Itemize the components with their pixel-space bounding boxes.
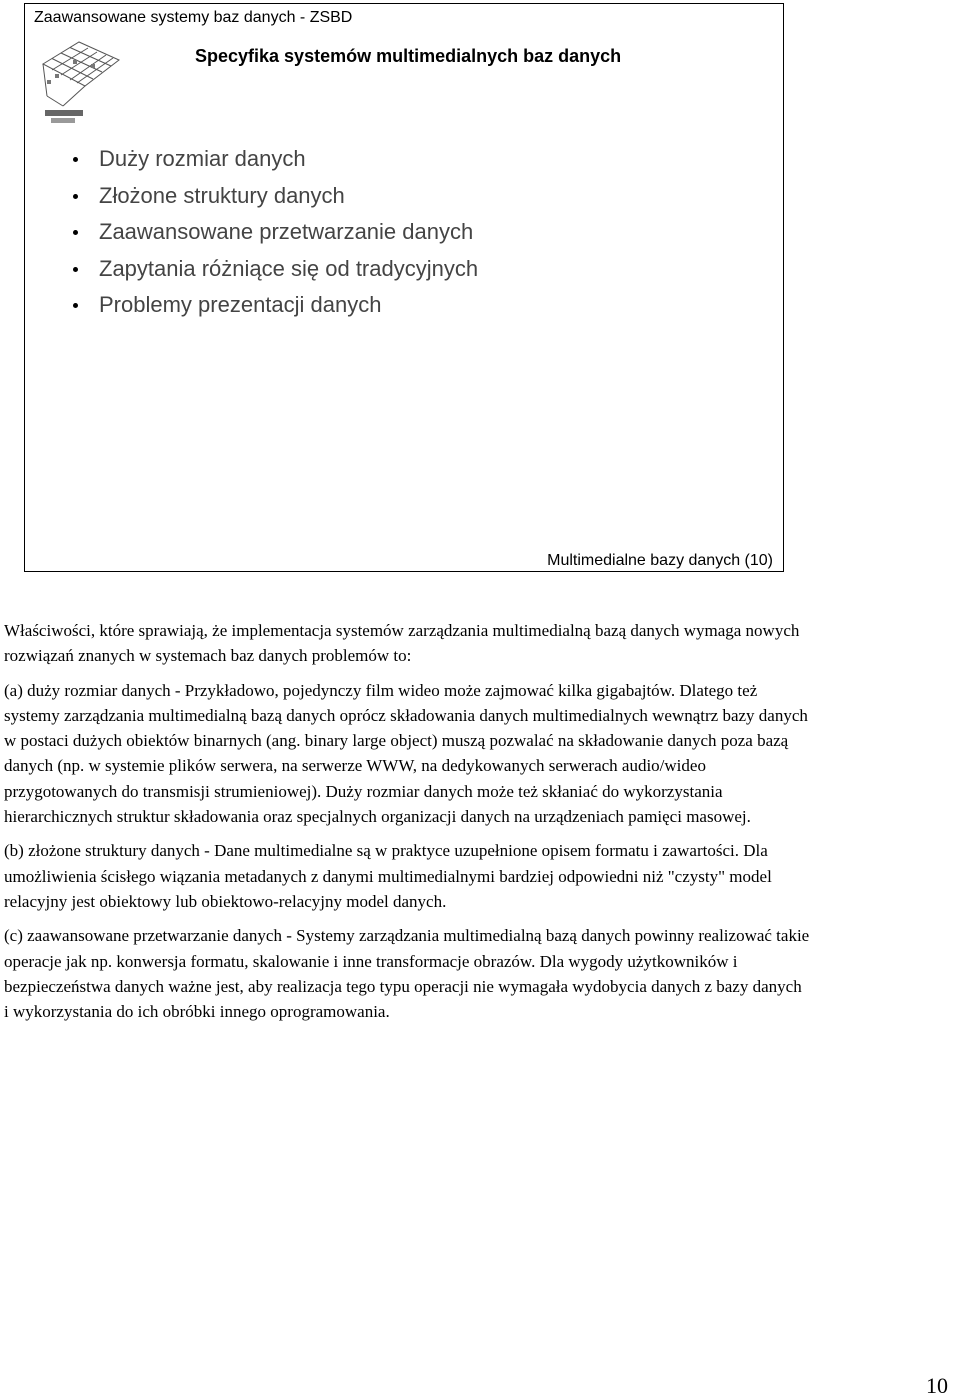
notes-text bbox=[4, 618, 810, 1033]
notes-paragraph: (a) duży rozmiar danych - Przykładowo, pojedynczy film wideo może zajmować kilka gigabajtów. Dlatego też systemy zarządzania multimedialną bazą danych oprócz składowania danych multimedialnych wewnątrz bazy danych w postaci dużych obiektów binarnych (ang. binary large object) muszą pozwalać na składowanie danych poza bazą danych (np. w systemie plików serwera, na serwerze WWW, na dedykowanych serwerach audio/wideo przygotowanych do transmisji strumieniowej). Duży rozmiar danych może też skłaniać do wykorzystania hierarchicznych struktur składowania oraz specjalnych organizacji danych na urządzeniach pamięci masowej. bbox=[4, 680, 808, 827]
slide-footer: Multimedialne bazy danych (10) bbox=[547, 552, 773, 569]
university-logo-icon bbox=[33, 36, 125, 130]
list-item: Zaawansowane przetwarzanie danych bbox=[73, 217, 478, 254]
slide-header: Zaawansowane systemy baz danych - ZSBD bbox=[34, 9, 353, 26]
list-item: Zapytania różniące się od tradycyjnych bbox=[73, 254, 478, 291]
bullet-list bbox=[73, 144, 478, 327]
page-number: 10 bbox=[926, 1373, 948, 1398]
list-item: Duży rozmiar danych bbox=[73, 144, 478, 181]
list-item: Problemy prezentacji danych bbox=[73, 290, 478, 327]
slide-frame bbox=[24, 3, 784, 572]
notes-paragraph: (b) złożone struktury danych - Dane multimedialne są w praktyce uzupełnione opisem formatu i zawartości. Dla umożliwienia ścisłego wiązania metadanych z danymi multimedialnymi bardziej odpowiedni niż "czysty" model relacyjny jest obiektowy lub obiektowo-relacyjny model danych. bbox=[4, 841, 772, 911]
notes-paragraph: Właściwości, które sprawiają, że implementacja systemów zarządzania multimedialną bazą danych wymaga nowych rozwiązań znanych w systemach baz danych problemów to: bbox=[4, 621, 800, 666]
slide-title: Specyfika systemów multimedialnych baz danych bbox=[195, 46, 622, 66]
list-item: Złożone struktury danych bbox=[73, 181, 478, 218]
notes-paragraph: (c) zaawansowane przetwarzanie danych - Systemy zarządzania multimedialną bazą danych powinny realizować takie operacje jak np. konwersja formatu, skalowanie i inne transformacje obrazów. Dla wygody użytkowników i bezpieczeństwa danych ważne jest, aby realizacja tego typu operacji nie wymagała wydobycia danych z bazy danych i wykorzystania do ich obróbki innego oprogramowania. bbox=[4, 926, 810, 1022]
